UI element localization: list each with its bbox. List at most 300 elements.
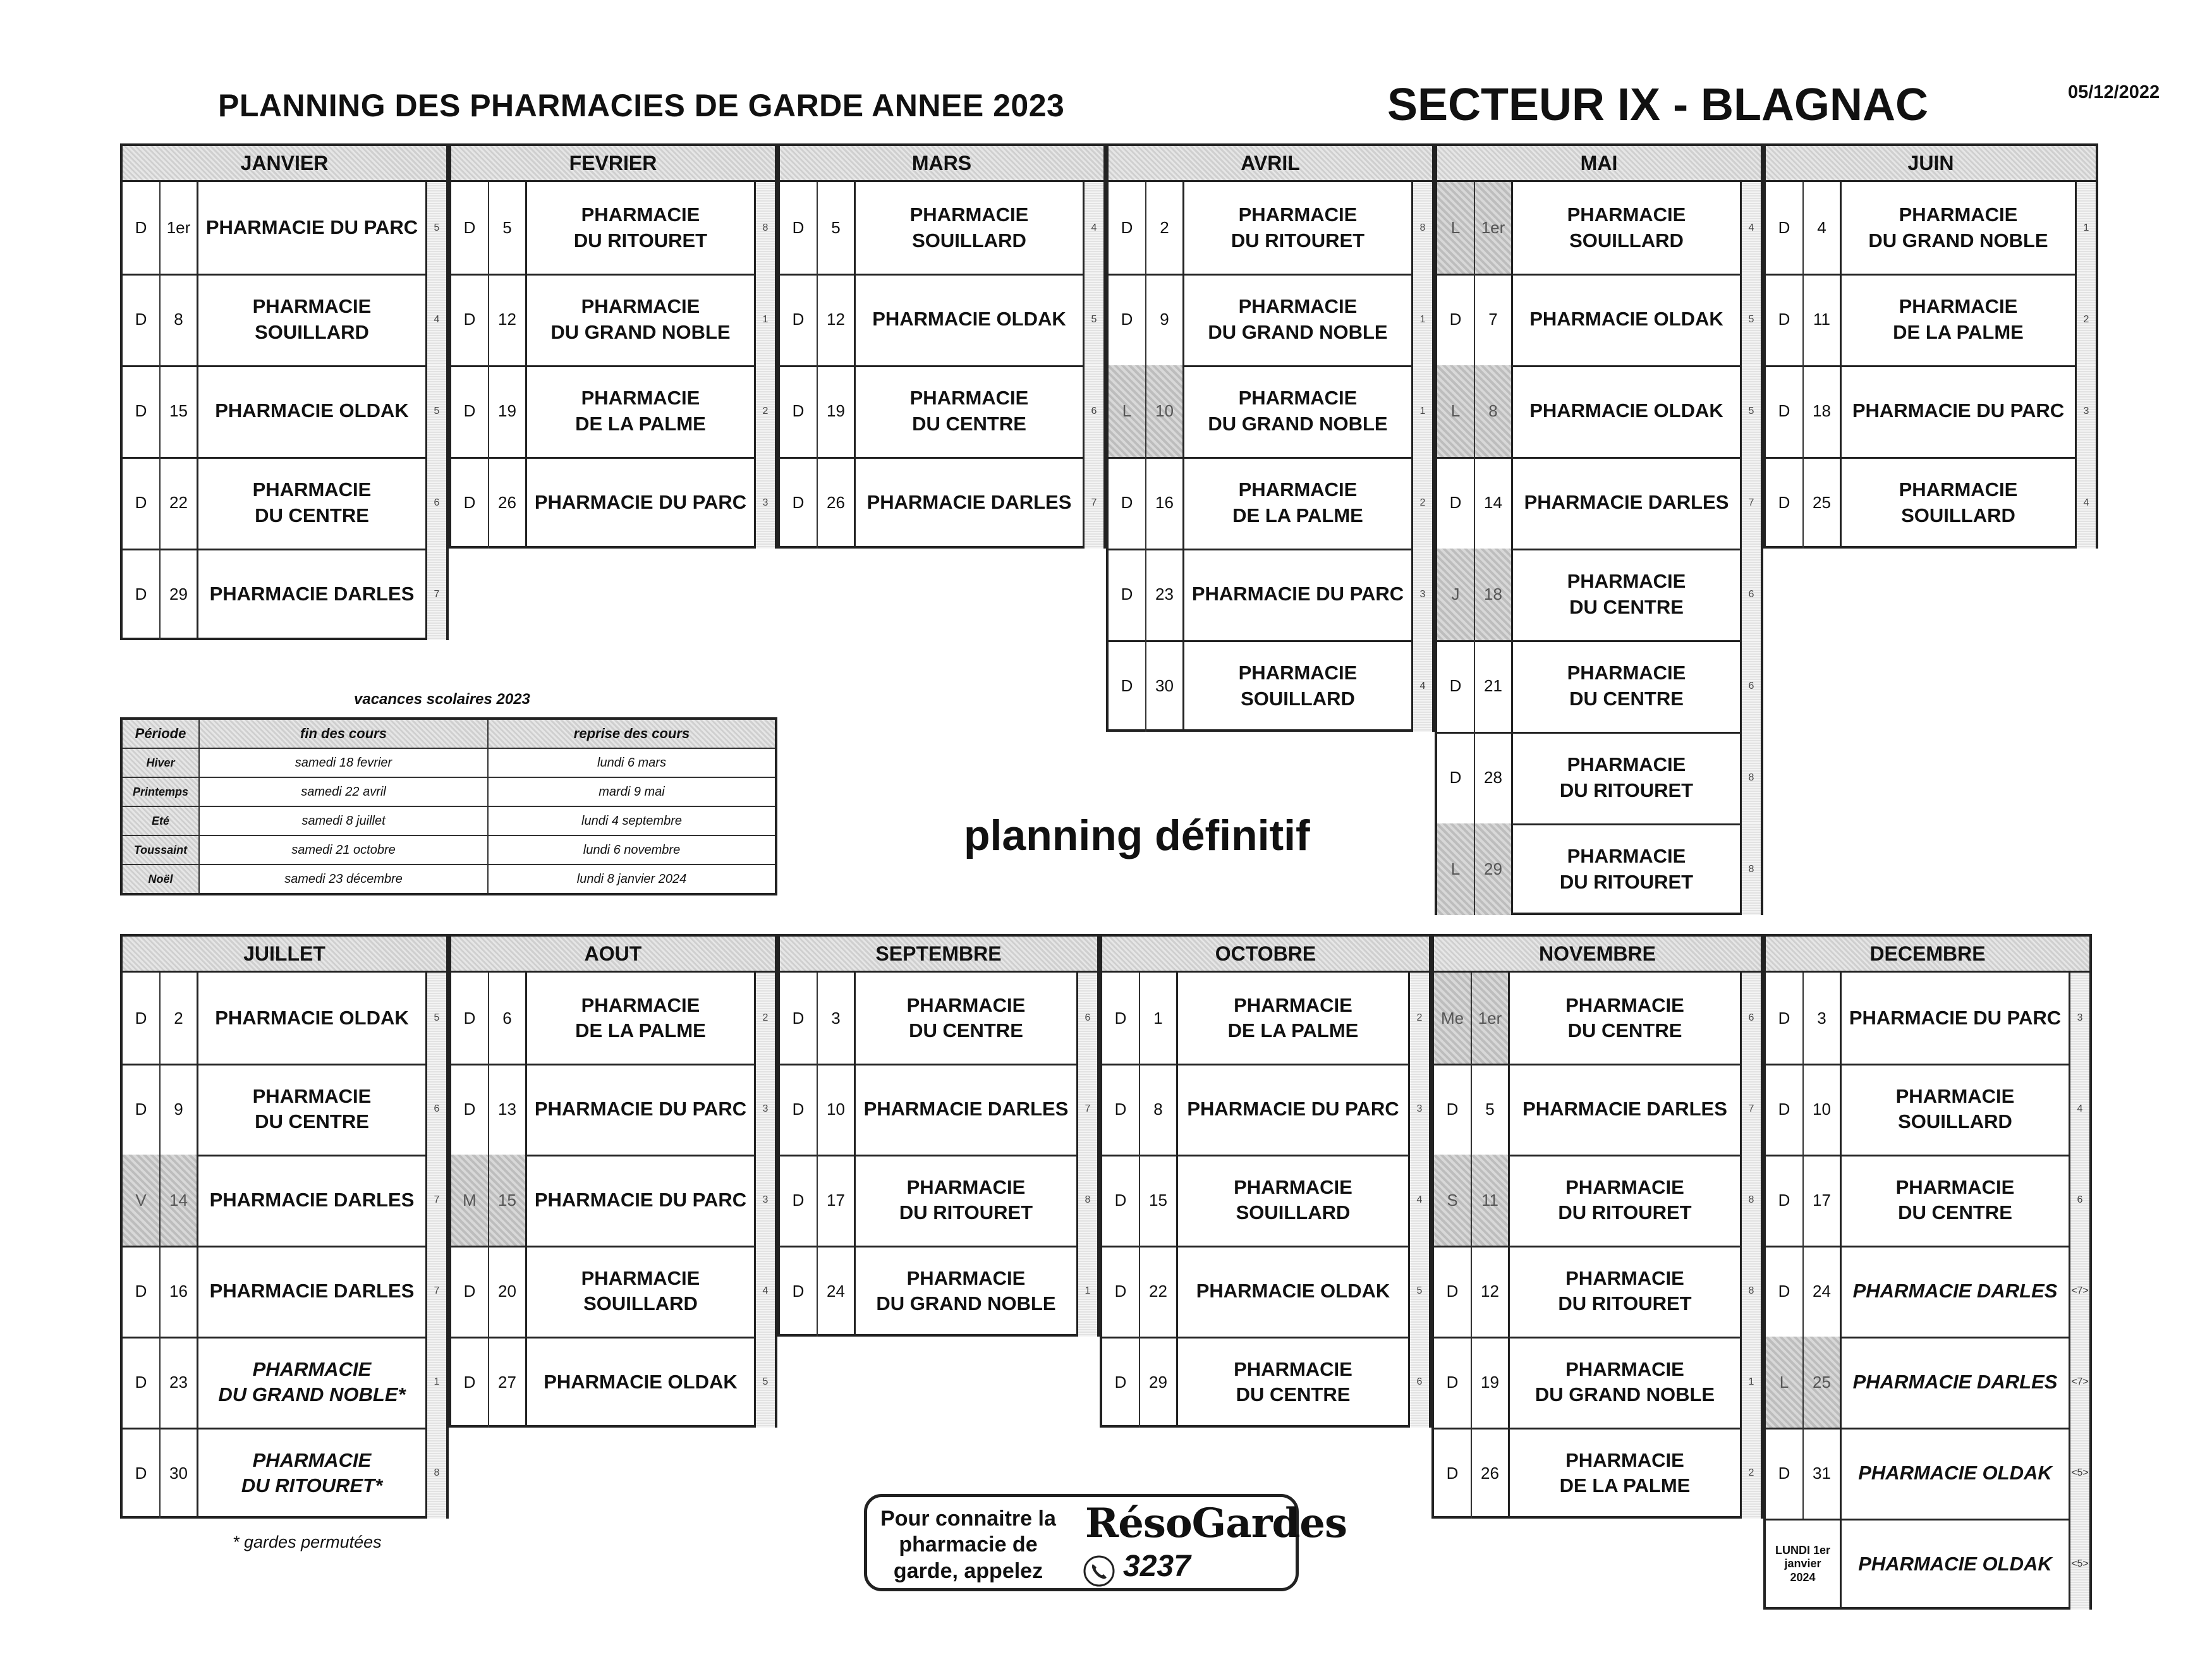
rotation-marker: 2 [756,365,775,457]
month-header: JUIN [1766,146,2096,182]
pharmacy-name: PHARMACIE DU PARC [1842,973,2070,1064]
day-number: 18 [1475,549,1513,640]
duty-row [780,1155,1097,1247]
day-letter: D [1434,1064,1472,1155]
day-number: 26 [1472,1428,1510,1519]
rotation-marker: 3 [756,1064,775,1155]
day-number: 30 [161,1428,198,1519]
pharmacy-name: PHARMACIE DU GRAND NOBLE [1510,1337,1742,1428]
duty-row [1102,1155,1429,1247]
vacances-periode: Noël [121,865,199,894]
day-letter: D [1109,274,1146,365]
pharmacy-name: PHARMACIE DU CENTRE [1510,973,1742,1064]
month-11 [1763,934,2092,1610]
day-number: 16 [1146,457,1184,549]
day-number: 5 [489,182,527,274]
day-letter: D [123,182,161,274]
day-number: 24 [818,1246,856,1337]
day-letter: D [1109,457,1146,549]
day-letter: D [780,1246,818,1337]
pharmacy-name: PHARMACIE DU PARC [527,1155,756,1246]
month-header: DECEMBRE [1766,937,2089,973]
rotation-marker: 2 [1410,973,1429,1064]
month-header: JANVIER [123,146,446,182]
pharmacy-name: PHARMACIE DU CENTRE [1842,1155,2070,1246]
duty-row [123,365,446,459]
pharmacy-name: PHARMACIE DU RITOURET [856,1155,1078,1246]
day-number: 7 [1475,274,1513,365]
rotation-marker: 2 [756,973,775,1064]
rotation-marker: 5 [427,182,446,274]
pharmacy-name: PHARMACIE OLDAK [527,1337,756,1428]
pharmacy-name: PHARMACIE DU GRAND NOBLE [1184,365,1413,457]
day-number: 2 [161,973,198,1064]
day-number: 22 [161,457,198,549]
day-number: 30 [1146,640,1184,732]
duty-row [1766,1064,2089,1156]
vacances-row [121,835,776,865]
day-number: 8 [161,274,198,365]
duty-row [123,1155,446,1247]
day-letter: D [451,1337,489,1428]
rotation-marker: 3 [2077,365,2096,457]
vacances-row [121,865,776,894]
day-number: 9 [1146,274,1184,365]
month-header: AVRIL [1109,146,1432,182]
rotation-marker: 6 [1410,1337,1429,1428]
day-letter: D [123,274,161,365]
pharmacy-name: PHARMACIE DE LA PALME [527,365,756,457]
day-letter: D [780,182,818,274]
vacances-fin: samedi 22 avril [199,777,488,806]
day-letter: D [1766,182,1804,274]
pharmacy-name: PHARMACIE SOUILLARD [1513,182,1742,274]
rotation-marker: 8 [756,182,775,274]
day-number: 12 [489,274,527,365]
pharmacy-name: PHARMACIE DU CENTRE [1178,1337,1410,1428]
rotation-marker: <7> [2070,1246,2089,1337]
day-letter: L [1109,365,1146,457]
rotation-marker: 8 [1413,182,1432,274]
day-letter: M [451,1155,489,1246]
pharmacy-name: PHARMACIE DU RITOURET [527,182,756,274]
pharmacy-name: PHARMACIE DU PARC [527,1064,756,1155]
day-letter: D [1766,274,1804,365]
day-number: 14 [161,1155,198,1246]
vacances-title: vacances scolaires 2023 [354,691,530,708]
duty-row [451,365,775,459]
day-letter: D [451,457,489,549]
vacances-header-fin: fin des cours [199,719,488,748]
rotation-marker: 4 [756,1246,775,1337]
vacances-reprise: lundi 8 janvier 2024 [488,865,776,894]
day-letter: L [1437,823,1475,915]
day-letter: D [1102,1246,1140,1337]
day-number: 11 [1804,274,1842,365]
pharmacy-name: PHARMACIE DU CENTRE [856,365,1085,457]
duty-row [451,182,775,276]
pharmacy-name: PHARMACIE SOUILLARD [527,1246,756,1337]
phone-icon [1082,1554,1116,1588]
day-letter: V [123,1155,161,1246]
resogardes-number: 3237 [1123,1550,1191,1583]
pharmacy-name: PHARMACIE DU CENTRE [198,457,427,549]
rotation-marker: 1 [427,1337,446,1428]
duty-row [451,1337,775,1428]
duty-row [451,1246,775,1338]
rotation-marker: 8 [1078,1155,1097,1246]
rotation-marker: 5 [427,365,446,457]
duty-row [1766,457,2096,549]
pharmacy-name: PHARMACIE DU GRAND NOBLE [1842,182,2077,274]
vacances-periode: Eté [121,806,199,835]
day-letter: D [1766,1064,1804,1155]
pharmacy-name: PHARMACIE OLDAK [1178,1246,1410,1337]
pharmacy-name: PHARMACIE DU PARC [1842,365,2077,457]
day-number: 26 [489,457,527,549]
day-number: 19 [1472,1337,1510,1428]
duty-row [451,973,775,1065]
rotation-marker: 4 [2070,1064,2089,1155]
rotation-marker: <7> [2070,1337,2089,1428]
duty-row [1437,549,1761,642]
day-letter: LUNDI 1er janvier 2024 [1766,1519,1842,1610]
day-number: 15 [489,1155,527,1246]
rotation-marker: 7 [427,1155,446,1246]
duty-row [1766,365,2096,459]
day-letter: D [780,1064,818,1155]
day-number: 5 [1472,1064,1510,1155]
vacances-reprise: lundi 6 novembre [488,835,776,865]
month-header: MARS [780,146,1103,182]
duty-row [1109,274,1432,367]
rotation-marker: 3 [1413,549,1432,640]
rotation-marker: 6 [2070,1155,2089,1246]
pharmacy-name: PHARMACIE DARLES [1510,1064,1742,1155]
resogardes-logo: RésoGardes [1085,1500,1347,1547]
day-letter: D [123,457,161,549]
pharmacy-name: PHARMACIE DU RITOURET* [198,1428,427,1519]
day-letter: D [1766,1155,1804,1246]
duty-row [1437,182,1761,276]
duty-row [123,1246,446,1338]
day-number: 23 [161,1337,198,1428]
day-letter: D [1437,732,1475,823]
duty-row [1766,973,2089,1065]
resogardes-call-text: Pour connaitre la pharmacie de garde, appelez [880,1507,1056,1583]
rotation-marker: 2 [1413,457,1432,549]
duty-row [1766,1246,2089,1338]
month-header: FEVRIER [451,146,775,182]
pharmacy-name: PHARMACIE DARLES [198,549,427,640]
pharmacy-name: PHARMACIE DU PARC [527,457,756,549]
day-number: 1er [1475,182,1513,274]
duty-row [123,973,446,1065]
pharmacy-name: PHARMACIE DARLES [1513,457,1742,549]
pharmacy-name: PHARMACIE DE LA PALME [1842,274,2077,365]
rotation-marker: 5 [427,973,446,1064]
month-4 [1435,143,1763,915]
day-number: 31 [1804,1428,1842,1519]
duty-row [1109,640,1432,732]
day-number: 19 [489,365,527,457]
rotation-marker: 6 [1085,365,1103,457]
day-letter: D [1766,973,1804,1064]
vacances-row [121,777,776,806]
duty-row [780,365,1103,459]
day-letter: D [780,365,818,457]
pharmacy-name: PHARMACIE DU GRAND NOBLE [527,274,756,365]
duty-row [123,549,446,640]
month-header: MAI [1437,146,1761,182]
rotation-marker: 4 [2077,457,2096,549]
rotation-marker: 3 [2070,973,2089,1064]
day-number: 1er [161,182,198,274]
day-number: 25 [1804,1337,1842,1428]
day-letter: D [451,1246,489,1337]
duty-row [1102,1064,1429,1156]
day-letter: D [123,1337,161,1428]
duty-row [451,1155,775,1247]
rotation-marker: 5 [1742,365,1761,457]
day-letter: D [451,274,489,365]
duty-row [780,182,1103,276]
rotation-marker: 4 [1413,640,1432,732]
pharmacy-name: PHARMACIE DARLES [198,1246,427,1337]
pharmacy-name: PHARMACIE DE LA PALME [527,973,756,1064]
day-number: 13 [489,1064,527,1155]
pharmacy-name: PHARMACIE DARLES [198,1155,427,1246]
rotation-marker: 7 [1742,457,1761,549]
day-letter: D [780,457,818,549]
day-number: 27 [489,1337,527,1428]
rotation-marker: 3 [1410,1064,1429,1155]
duty-row [451,274,775,367]
day-number: 3 [818,973,856,1064]
day-letter: L [1766,1337,1804,1428]
rotation-marker: 6 [1742,973,1761,1064]
day-number: 10 [818,1064,856,1155]
day-number: 2 [1146,182,1184,274]
pharmacy-name: PHARMACIE DE LA PALME [1178,973,1410,1064]
duty-row [780,973,1097,1065]
duty-row [1102,1337,1429,1428]
day-number: 15 [161,365,198,457]
duty-row [1437,640,1761,734]
day-number: 26 [818,457,856,549]
duty-row [1434,973,1761,1065]
pharmacy-name: PHARMACIE DE LA PALME [1184,457,1413,549]
rotation-marker: 5 [1742,274,1761,365]
duty-row [1434,1337,1761,1429]
duty-row [1437,365,1761,459]
vacances-reprise: mardi 9 mai [488,777,776,806]
day-number: 14 [1475,457,1513,549]
duty-row [123,1064,446,1156]
rotation-marker: 5 [1085,274,1103,365]
day-letter: D [123,1064,161,1155]
day-letter: D [451,182,489,274]
day-number: 23 [1146,549,1184,640]
duty-row [1434,1246,1761,1338]
month-header: NOVEMBRE [1434,937,1761,973]
pharmacy-name: PHARMACIE DU PARC [1184,549,1413,640]
duty-row [1766,1155,2089,1247]
day-letter: S [1434,1155,1472,1246]
day-letter: D [1109,549,1146,640]
vacances-fin: samedi 8 juillet [199,806,488,835]
pharmacy-name: PHARMACIE OLDAK [1513,274,1742,365]
rotation-marker: 6 [1742,549,1761,640]
day-number: 1 [1140,973,1178,1064]
rotation-marker: 1 [1742,1337,1761,1428]
rotation-marker: 7 [1085,457,1103,549]
day-number: 11 [1472,1155,1510,1246]
day-letter: D [1437,457,1475,549]
day-letter: D [451,973,489,1064]
rotation-marker: 1 [756,274,775,365]
duty-row [1109,365,1432,459]
day-number: 17 [1804,1155,1842,1246]
rotation-marker: 7 [1078,1064,1097,1155]
day-letter: D [123,549,161,640]
resogardes-box [864,1494,1347,1591]
permuted-note: * gardes permutées [233,1533,382,1551]
rotation-marker: 6 [427,457,446,549]
month-10 [1431,934,1763,1519]
rotation-marker: 4 [1085,182,1103,274]
pharmacy-name: PHARMACIE DU CENTRE [198,1064,427,1155]
pharmacy-name: PHARMACIE DU RITOURET [1510,1246,1742,1337]
pharmacy-name: PHARMACIE DARLES [1842,1246,2070,1337]
duty-row [1766,1337,2089,1429]
day-letter: D [1434,1428,1472,1519]
vacances-reprise: lundi 6 mars [488,748,776,777]
month-5 [1763,143,2098,549]
rotation-marker: 4 [427,274,446,365]
pharmacy-name: PHARMACIE DU CENTRE [1513,640,1742,732]
day-letter: D [123,973,161,1064]
duty-row [1434,1064,1761,1156]
pharmacy-name: PHARMACIE SOUILLARD [1842,1064,2070,1155]
pharmacy-name: PHARMACIE DU PARC [1178,1064,1410,1155]
duty-row [123,1428,446,1519]
rotation-marker: 8 [1742,1246,1761,1337]
duty-row [1434,1155,1761,1247]
month-2 [777,143,1106,549]
duty-row [1102,973,1429,1065]
pharmacy-name: PHARMACIE DU RITOURET [1513,732,1742,823]
duty-row [1766,1428,2089,1520]
pharmacy-name: PHARMACIE DU GRAND NOBLE [1184,274,1413,365]
duty-row [1437,732,1761,825]
pharmacy-name: PHARMACIE OLDAK [1842,1428,2070,1519]
day-number: 8 [1475,365,1513,457]
day-letter: D [123,1428,161,1519]
rotation-marker: 8 [1742,1155,1761,1246]
day-number: 1er [1472,973,1510,1064]
duty-row [123,457,446,550]
vacances-header-reprise: reprise des cours [488,719,776,748]
rotation-marker: 4 [1410,1155,1429,1246]
day-number: 12 [818,274,856,365]
rotation-marker: 4 [1742,182,1761,274]
pharmacy-name: PHARMACIE DARLES [1842,1337,2070,1428]
day-letter: D [451,1064,489,1155]
day-letter: Me [1434,973,1472,1064]
rotation-marker: 1 [1413,274,1432,365]
rotation-marker: 7 [427,549,446,640]
duty-row [1437,457,1761,550]
pharmacy-name: PHARMACIE DU RITOURET [1510,1155,1742,1246]
month-9 [1100,934,1431,1428]
pharmacy-name: PHARMACIE SOUILLARD [1184,640,1413,732]
day-number: 8 [1140,1064,1178,1155]
day-number: 16 [161,1246,198,1337]
day-letter: D [1766,1246,1804,1337]
pharmacy-name: PHARMACIE OLDAK [198,365,427,457]
day-number: 29 [1140,1337,1178,1428]
day-number: 15 [1140,1155,1178,1246]
vacances-periode: Toussaint [121,835,199,865]
rotation-marker: 5 [1410,1246,1429,1337]
rotation-marker: 6 [427,1064,446,1155]
month-3 [1106,143,1435,732]
day-number: 9 [161,1064,198,1155]
vacances-fin: samedi 23 décembre [199,865,488,894]
rotation-marker: 1 [1413,365,1432,457]
rotation-marker: 3 [756,457,775,549]
day-number: 29 [161,549,198,640]
day-number: 10 [1804,1064,1842,1155]
day-letter: D [780,274,818,365]
month-1 [449,143,777,549]
month-header: JUILLET [123,937,446,973]
day-number: 29 [1475,823,1513,915]
day-letter: D [123,365,161,457]
duty-row [1766,182,2096,276]
duty-row [1102,1246,1429,1338]
day-number: 25 [1804,457,1842,549]
month-6 [120,934,449,1519]
vacances-fin: samedi 21 octobre [199,835,488,865]
rotation-marker: 6 [1078,973,1097,1064]
rotation-marker: 7 [1742,1064,1761,1155]
vacances-reprise: lundi 4 septembre [488,806,776,835]
day-number: 20 [489,1246,527,1337]
duty-row [780,1064,1097,1156]
vacances-periode: Printemps [121,777,199,806]
day-letter: J [1437,549,1475,640]
duty-row [1109,457,1432,550]
pharmacy-name: PHARMACIE DU CENTRE [1513,549,1742,640]
duty-row [1434,1428,1761,1519]
day-letter: D [1109,182,1146,274]
month-header: OCTOBRE [1102,937,1429,973]
day-number: 19 [818,365,856,457]
duty-row [780,457,1103,549]
rotation-marker: <5> [2070,1428,2089,1519]
day-letter: D [780,1155,818,1246]
day-letter: D [1766,1428,1804,1519]
day-number: 10 [1146,365,1184,457]
pharmacy-name: PHARMACIE DU GRAND NOBLE [856,1246,1078,1337]
pharmacy-name: PHARMACIE DARLES [856,457,1085,549]
rotation-marker: 3 [756,1155,775,1246]
day-letter: D [1102,973,1140,1064]
rotation-marker: 6 [1742,640,1761,732]
pharmacy-name: PHARMACIE SOUILLARD [1178,1155,1410,1246]
